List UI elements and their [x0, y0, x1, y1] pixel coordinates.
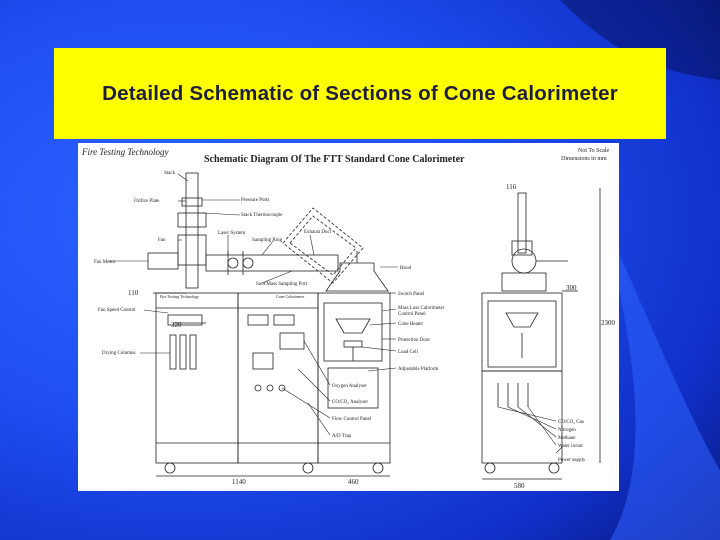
label-sampling-ring: Sampling Ring [252, 238, 283, 243]
title-box [54, 48, 666, 139]
label-fan-speed-control: Fan Speed Control [98, 308, 136, 313]
label-co-co2-gas: CO/CO₂ Gas [558, 420, 585, 425]
front-view-drawing [148, 173, 390, 476]
label-flow-control-panel: Flow Control Panel [332, 417, 372, 422]
label-stack: Stack [164, 171, 176, 176]
label-ad-trap: A/D Trap [332, 434, 352, 439]
label-orifice-plate: Orifice Plate [134, 199, 160, 204]
label-oxygen-analyser: Oxygen Analyser [332, 384, 367, 389]
label-fan: Fan [158, 238, 166, 243]
label-hood: Hood [400, 266, 412, 271]
label-soot-mass-sampling-port: Soot Mass Sampling Port [256, 282, 307, 287]
label-water-in-out: Water in/out [558, 444, 583, 449]
dimension-110: 110 [128, 289, 139, 297]
schematic-diagram [78, 143, 619, 491]
label-power-supply: Power supply [558, 458, 586, 463]
dimension-460: 460 [348, 478, 359, 486]
label-co-co2-analyser: CO/CO₂ Analyser [332, 400, 369, 405]
slide-title: Detailed Schematic of Sections of Cone Calorimeter [102, 81, 618, 105]
figure-brand: Fire Testing Technology [82, 147, 169, 157]
label-exhaust-duct: Exhaust Duct [304, 230, 332, 235]
label-load-cell: Load Cell [398, 350, 418, 355]
side-view-drawing [482, 188, 600, 479]
note-not-to-scale: Not To Scale [578, 148, 610, 154]
dimension-580: 580 [514, 482, 525, 490]
figure-heading: Schematic Diagram Of The FTT Standard Cone Calorimeter [204, 154, 465, 165]
dimension-320: 320 [171, 321, 182, 329]
label-mass-loss-line1: Mass Loss Calorimeter [398, 306, 445, 311]
label-protection-door: Protection Door [398, 338, 431, 343]
label-mass-loss-line2: Control Panel [398, 312, 426, 317]
label-laser-system: Laser System [218, 231, 246, 236]
label-cone-heater: Cone Heater [398, 322, 424, 327]
dimension-2300: 2300 [601, 319, 615, 327]
label-cabinet-left: Fire Testing Technology [160, 294, 199, 299]
label-fan-motor: Fan Motor [94, 260, 116, 265]
leader-lines [108, 174, 562, 453]
label-drying-columns: Drying Columns [102, 351, 136, 356]
label-nitrogen: Nitrogen [558, 428, 576, 433]
label-stack-thermocouple: Stack Thermocouple [241, 213, 283, 218]
label-methane: Methane [558, 436, 576, 441]
dimension-1140: 1140 [232, 478, 246, 486]
label-pressure-ports: Pressure Ports [241, 198, 270, 203]
label-adjustable-platform: Adjustable Platform [398, 367, 439, 372]
dimension-116: 116 [506, 183, 517, 191]
schematic-figure [78, 143, 619, 491]
dimension-300: 300 [566, 284, 577, 292]
note-dimensions: Dimensions in mm [561, 156, 607, 162]
label-cabinet-right: Cone Calorimeter [276, 294, 305, 299]
label-switch-panel: Switch Panel [398, 292, 425, 297]
